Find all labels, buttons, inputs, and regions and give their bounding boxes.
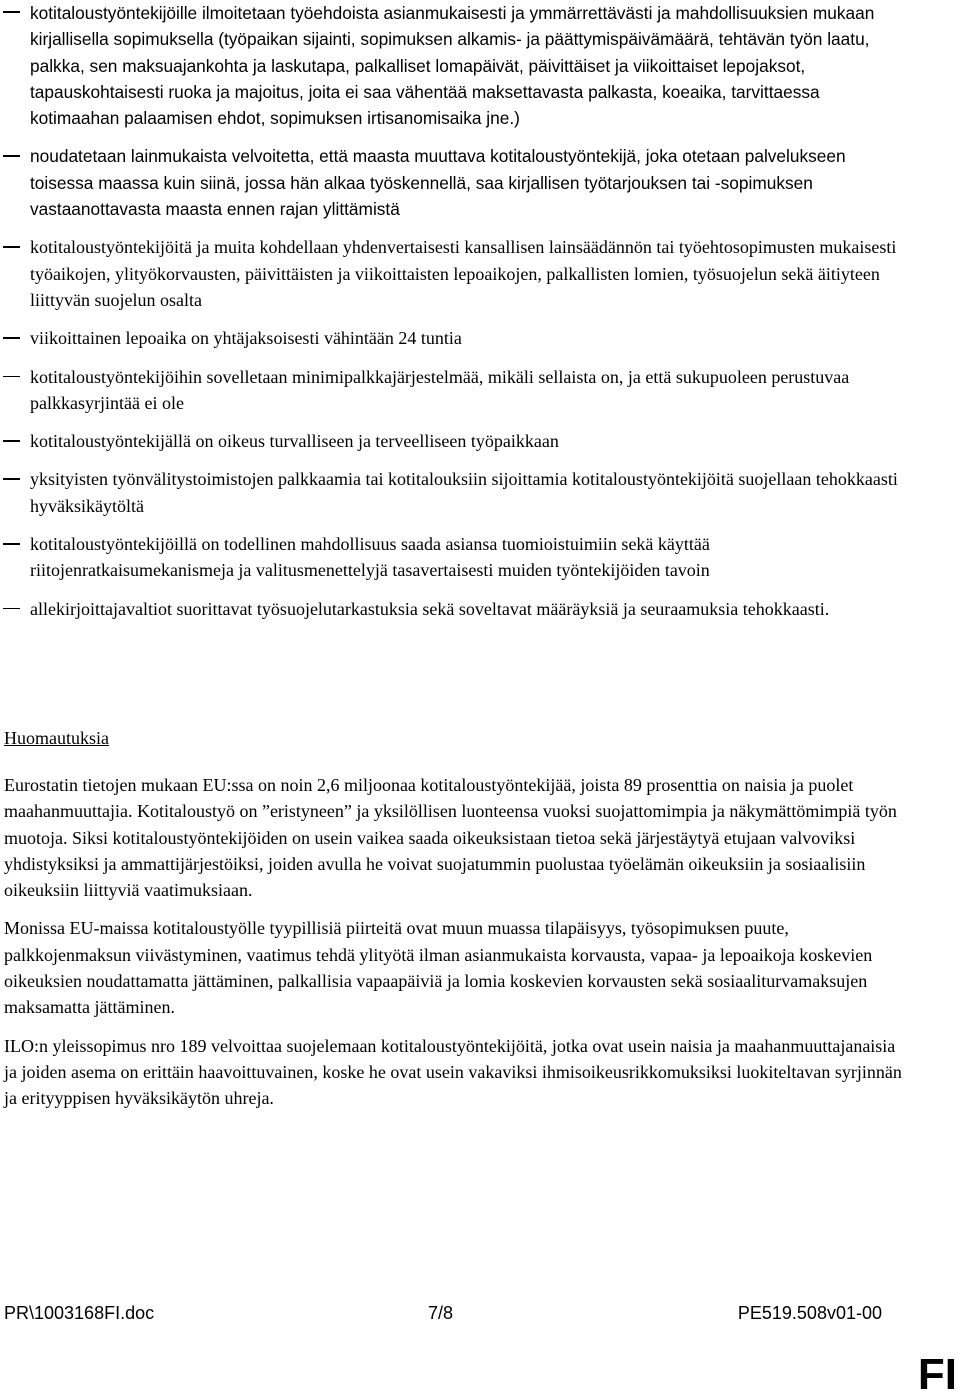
list-item-text: kotitaloustyöntekijällä on oikeus turvalliseen ja terveelliseen työpaikkaan <box>30 431 559 452</box>
list-item-text: allekirjoittajavaltiot suorittavat työsuojelutarkastuksia sekä soveltavat määräyksiä ja seuraamuksia tehokkaasti. <box>30 598 830 619</box>
footer-page-number: 7/8 <box>428 1303 454 1323</box>
list-item-text: viikoittainen lepoaika on yhtäjaksoisesti vähintään 24 tuntia <box>30 328 462 349</box>
list-item-text: noudatetaan lainmukaista velvoitetta, että maasta muuttava kotitaloustyöntekijä, joka otetaan palvelukseen toisessa maassa kuin siinä, jossa hän alkaa työskennellä, saa kirjallisen työtarjouksen tai -sopimuksen vastaanottavasta maasta ennen rajan ylittämistä <box>30 146 846 220</box>
list-item <box>0 234 900 313</box>
notes-body <box>4 772 904 1124</box>
footer-document-ref: PR\1003168FI.doc <box>4 1303 155 1323</box>
footer-pe-number: PE519.508v01-00 <box>737 1303 882 1323</box>
dash-bullet-icon <box>3 543 20 545</box>
language-code: FI <box>917 1350 957 1399</box>
dash-bullet-icon <box>3 478 20 480</box>
dash-bullet-icon <box>3 440 20 442</box>
list-item <box>0 428 900 454</box>
list-item-text: kotitaloustyöntekijöillä on todellinen mahdollisuus saada asiansa tuomioistuimiin sekä käyttää riitojenratkaisumekanismeja ja valitusmenettelyjä tasavertaisesti muiden työntekijöiden tavoin <box>30 534 710 581</box>
section-heading: Huomautuksia <box>4 728 109 748</box>
list-item <box>0 466 900 519</box>
dash-bullet-icon <box>3 608 20 610</box>
dash-bullet-icon <box>3 246 20 248</box>
list-item <box>0 0 900 131</box>
dash-bullet-icon <box>3 11 20 13</box>
list-item-text: kotitaloustyöntekijöihin sovelletaan minimipalkkajärjestelmää, mikäli sellaista on, ja että sukupuoleen perustuvaa palkkasyrjintää ei ole <box>30 366 850 413</box>
list-item-text: yksityisten työnvälitystoimistojen palkkaamia tai kotitalouksiin sijoittamia kotitaloustyöntekijöitä suojellaan tehokkaasti hyväksikäytöltä <box>30 469 898 516</box>
list-item-text: kotitaloustyöntekijöitä ja muita kohdellaan yhdenvertaisesti kansallisen lainsäädännön tai työehtosopimusten mukaisesti työaikojen, ylityökorvausten, päivittäisten ja viikoittaisten lepoaikojen, palkallisten lomien, työsuojelun sekä äitiyteen liittyvän suojelun osalta <box>30 237 897 310</box>
dash-bullet-icon <box>3 155 20 157</box>
page-footer <box>4 1303 882 1331</box>
list-item <box>0 596 900 622</box>
list-item <box>0 531 900 584</box>
dash-bullet-icon <box>3 376 20 378</box>
requirements-list <box>0 0 900 634</box>
dash-bullet-icon <box>3 337 20 339</box>
paragraph: Eurostatin tietojen mukaan EU:ssa on noin 2,6 miljoonaa kotitaloustyöntekijää, joista 89 prosenttia on naisia ja puolet maahanmuuttajia. Kotitaloustyö on ”eristyneen” ja yksilöllisen luonteensa vuoksi suojattomimpia ja näkymättömimpiä työn muotoja. Siksi kotitaloustyöntekijöiden on usein vaikea saada oikeuksistaan tietoa sekä järjestäytyä etujaan valvoviksi yhdistyksiksi ja ammattijärjestöiksi, joiden avulla he voivat suojatummin puolustaa työelämän oikeuksiin ja sosiaalisiin oikeuksiin liittyviä vaatimuksiaan. <box>4 775 897 901</box>
paragraph: ILO:n yleissopimus nro 189 velvoittaa suojelemaan kotitaloustyöntekijöitä, jotka ovat usein naisia ja maahanmuuttajanaisia ja joiden asema on erittäin haavoittuvainen, koske he ovat usein vakaviksi ihmisoikeusrikkomuksiksi luokiteltavan syrjinnän ja erityyppisen hyväksikäytön uhreja. <box>4 1035 902 1109</box>
list-item <box>0 364 900 417</box>
list-item <box>0 325 900 351</box>
list-item-text: kotitaloustyöntekijöille ilmoitetaan työehdoista asianmukaisesti ja ymmärrettävästi ja mahdollisuuksien mukaan kirjallisella sopimuksella (työpaikan sijainti, sopimuksen alkamis- ja päättymispäivämäärä, tehtävän työn laatu, palkka, sen maksuajankohta ja laskutapa, palkalliset lomapäivät, päivittäiset ja viikoittaiset lepojaksot, tapauskohtaisesti ruoka ja majoitus, joita ei saa vähentää maksettavasta palkasta, koeaika, tarvittaessa kotimaahan palaamisen ehdot, sopimuksen irtisanomisaika jne.) <box>30 3 875 129</box>
paragraph: Monissa EU-maissa kotitaloustyölle tyypillisiä piirteitä ovat muun muassa tilapäisyys, työsopimuksen puute, palkkojenmaksun viivästyminen, vaatimus tehdä ylityötä ilman asianmukaista korvausta, vapaa- ja lepoaikoja koskevien oikeuksien noudattamatta jättäminen, palkallisia vapaapäiviä ja lomia koskevien korvausten sekä sosiaaliturvamaksujen maksamatta jättäminen. <box>4 918 873 1018</box>
list-item <box>0 143 900 222</box>
